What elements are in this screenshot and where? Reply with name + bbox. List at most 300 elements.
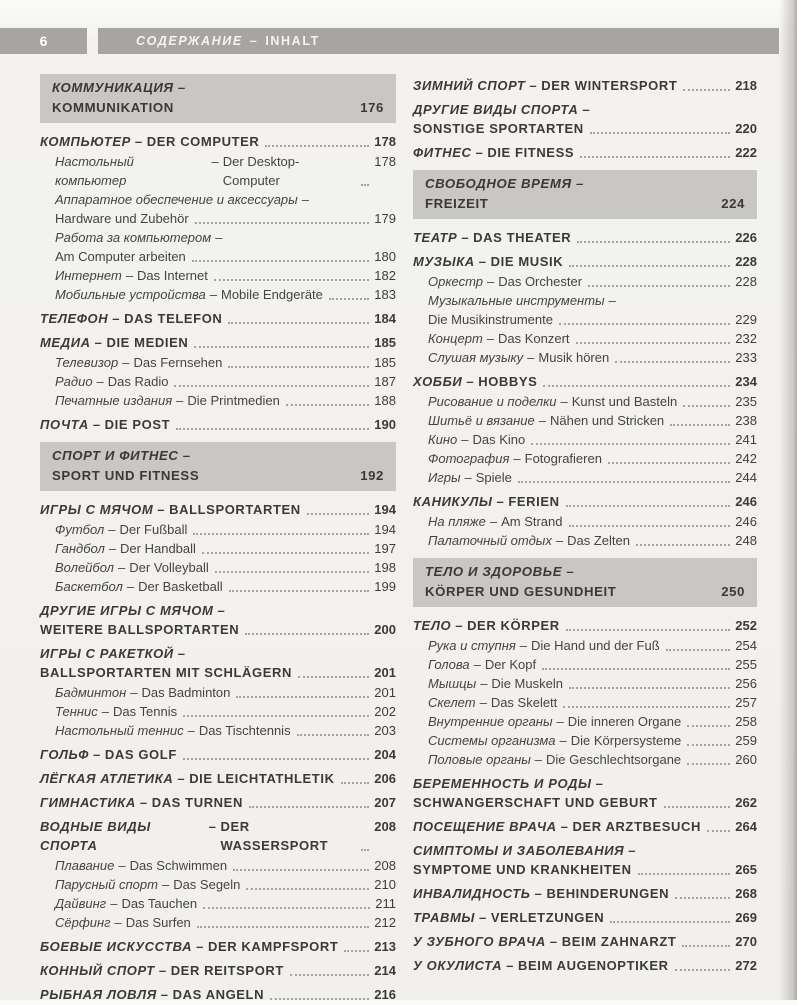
- dotted-leader: [543, 385, 730, 387]
- entry-page-number: 265: [735, 862, 757, 877]
- entry-page-number: 201: [374, 685, 396, 700]
- dash-separator: –: [118, 560, 126, 575]
- toc-entry-sub: [40, 285, 396, 304]
- dash-separator: –: [158, 963, 167, 978]
- toc-section-header: [413, 170, 757, 219]
- dotted-leader: [265, 145, 369, 147]
- page-edge-shadow: [779, 0, 797, 1000]
- toc-entry-chapter: [413, 76, 757, 95]
- entry-title-de: Das Orchester: [498, 274, 583, 289]
- entry-page-number: 244: [735, 470, 757, 485]
- toc-entry-sub: [40, 539, 396, 558]
- entry-title-ru: ПОСЕЩЕНИЕ ВРАЧА: [413, 819, 557, 834]
- toc-entry-chapter: [413, 908, 757, 927]
- toc-entry-sub: [413, 392, 757, 411]
- entry-page-number: 202: [374, 704, 396, 719]
- entry-title-ru: Игры: [428, 470, 461, 485]
- entry-title-de: Nähen und Stricken: [549, 413, 665, 428]
- entry-page-number: 222: [735, 145, 757, 160]
- entry-title-de: DAS TELEFON: [124, 311, 223, 326]
- entry-page-number: 206: [374, 771, 396, 786]
- section-title-de: KOMMUNIKATION: [52, 99, 174, 115]
- entry-title-ru: Интернет: [55, 268, 122, 283]
- entry-title-ru: СИМПТОМЫ И ЗАБОЛЕВАНИЯ: [413, 843, 625, 858]
- entry-page-number: 233: [735, 350, 757, 365]
- entry-page-number: 198: [374, 560, 396, 575]
- entry-title-ru: ТЕЛЕФОН: [40, 311, 109, 326]
- section-page-number: 250: [721, 583, 745, 599]
- dotted-leader: [569, 265, 730, 267]
- entry-page-number: 242: [735, 451, 757, 466]
- dash-separator: –: [215, 230, 223, 245]
- entry-title-de: DER KAMPFSPORT: [207, 939, 339, 954]
- dash-separator: –: [209, 287, 217, 302]
- toc-entry-chapter: [413, 884, 757, 903]
- dotted-leader: [615, 361, 730, 363]
- dash-separator: –: [538, 413, 546, 428]
- entry-title-de: Das Zelten: [567, 533, 630, 548]
- toc-entry-chapter: [413, 372, 757, 391]
- dotted-leader: [329, 298, 369, 300]
- dash-separator: –: [187, 723, 195, 738]
- entry-title-de: Hardware und Zubehör: [55, 211, 189, 226]
- entry-title-ru: КОМПЬЮТЕР: [40, 134, 131, 149]
- dotted-leader: [229, 590, 370, 592]
- entry-page-number: 190: [374, 417, 396, 432]
- dotted-leader: [608, 462, 730, 464]
- entry-title-de: SCHWANGERSCHAFT UND GEBURT: [413, 795, 658, 810]
- entry-title-de: DAS THEATER: [473, 230, 572, 245]
- dotted-leader: [542, 668, 730, 670]
- entry-page-number: 214: [374, 963, 396, 978]
- entry-page-number: 228: [735, 274, 757, 289]
- entry-title-de: VERLETZUNGEN: [490, 910, 605, 925]
- entry-page-number: 270: [735, 934, 757, 949]
- entry-title-de: Das Tischtennis: [198, 723, 291, 738]
- entry-title-de: Das Skelett: [490, 695, 558, 710]
- entry-page-number: 185: [374, 355, 396, 370]
- dash-separator: –: [534, 752, 543, 767]
- dash-separator: –: [161, 877, 170, 892]
- entry-page-number: 182: [374, 268, 396, 283]
- entry-title-ru: Настольный теннис: [55, 723, 184, 738]
- toc-entry-chapter: [40, 132, 396, 151]
- entry-title-de: Das Internet: [137, 268, 208, 283]
- dash-separator: –: [479, 695, 487, 710]
- entry-title-ru: Парусный спорт: [55, 877, 158, 892]
- dotted-leader: [183, 715, 369, 717]
- toc-entry-sub: [40, 152, 396, 190]
- dash-separator: –: [93, 747, 101, 762]
- dash-separator: –: [556, 714, 564, 729]
- dash-separator: –: [114, 915, 122, 930]
- entry-title-de: Das Konzert: [498, 331, 570, 346]
- entry-title-ru: Футбол: [55, 522, 105, 537]
- entry-title-ru: Рисование и поделки: [428, 394, 557, 409]
- toc-entry-chapter: [413, 252, 757, 271]
- toc-column-left: [40, 66, 396, 1005]
- entry-title-ru: Слушая музыку: [428, 350, 524, 365]
- dash-separator: –: [130, 685, 138, 700]
- dash-separator: –: [94, 335, 103, 350]
- entry-title-ru: ТРАВМЫ: [413, 910, 475, 925]
- entry-title-de: Der Fußball: [119, 522, 188, 537]
- entry-page-number: 179: [374, 211, 396, 226]
- entry-title-de: Das Schwimmen: [129, 858, 228, 873]
- entry-title-de: SYMPTOME UND KRANKHEITEN: [413, 862, 632, 877]
- entry-page-number: 259: [735, 733, 757, 748]
- toc-column-right: [413, 66, 757, 1005]
- entry-title-ru: Гандбол: [55, 541, 105, 556]
- entry-title-de: Der Desktop-Computer: [222, 154, 300, 188]
- entry-title-ru: ТЕАТР: [413, 230, 458, 245]
- entry-title-de: Das Badminton: [141, 685, 231, 700]
- dotted-leader: [638, 873, 731, 875]
- dash-separator: –: [122, 355, 130, 370]
- entry-title-ru: КАНИКУЛЫ: [413, 494, 493, 509]
- entry-title-ru: Системы организма: [428, 733, 556, 748]
- dotted-leader: [559, 323, 730, 325]
- dotted-leader: [183, 758, 369, 760]
- toc-entry-sub: [40, 520, 396, 539]
- entry-title-ru: На пляже: [428, 514, 486, 529]
- entry-title-de: Die Körpersysteme: [570, 733, 682, 748]
- entry-title-de: Der Kopf: [484, 657, 537, 672]
- toc-entry-chapter: [413, 492, 757, 511]
- dash-separator: –: [480, 676, 488, 691]
- page-number: 6: [39, 33, 48, 49]
- toc-entry-chapter: [40, 333, 396, 352]
- dash-separator: –: [217, 603, 226, 618]
- entry-title-de: Musik hören: [538, 350, 610, 365]
- entry-page-number: 252: [735, 618, 757, 633]
- entry-title-ru: ИНВАЛИДНОСТЬ: [413, 886, 531, 901]
- entry-title-ru: Шитьё и вязание: [428, 413, 535, 428]
- entry-page-number: 232: [735, 331, 757, 346]
- entry-title-de: DER KÖRPER: [467, 618, 560, 633]
- entry-page-number: 262: [735, 795, 757, 810]
- entry-title-de: DIE MEDIEN: [106, 335, 189, 350]
- entry-title-ru: ДРУГИЕ ИГРЫ С МЯЧОМ: [40, 603, 214, 618]
- toc-entry-sub: [40, 228, 396, 266]
- dash-separator: –: [582, 102, 591, 117]
- toc-entry-chapter: [40, 793, 396, 812]
- dash-separator: –: [475, 145, 484, 160]
- entry-title-de: DAS GOLF: [104, 747, 177, 762]
- dotted-leader: [197, 926, 370, 928]
- dotted-leader: [228, 366, 369, 368]
- toc-entry-sub: [413, 750, 757, 769]
- dash-separator: –: [461, 432, 469, 447]
- dotted-leader: [563, 706, 730, 708]
- entry-title-ru: ТЕЛО: [413, 618, 452, 633]
- entry-page-number: 246: [735, 494, 757, 509]
- entry-title-ru: Баскетбол: [55, 579, 123, 594]
- dotted-leader: [214, 279, 369, 281]
- entry-title-de: DIE POST: [104, 417, 171, 432]
- dotted-leader: [675, 969, 731, 971]
- entry-title-ru: У ОКУЛИСТА: [413, 958, 503, 973]
- dotted-leader: [687, 763, 730, 765]
- toc-entry-sub: [40, 353, 396, 372]
- entry-title-de: DIE MUSIK: [490, 254, 564, 269]
- dash-separator: –: [506, 958, 515, 973]
- toc-entry-chapter: [40, 415, 396, 434]
- entry-page-number: 264: [735, 819, 757, 834]
- dash-separator: –: [560, 394, 568, 409]
- entry-page-number: 213: [374, 939, 396, 954]
- dotted-leader: [297, 734, 370, 736]
- entry-page-number: 211: [375, 896, 396, 911]
- dotted-leader: [286, 404, 369, 406]
- entry-page-number: 203: [374, 723, 396, 738]
- dotted-leader: [610, 921, 730, 923]
- toc-entry-chapter: [413, 956, 757, 975]
- entry-page-number: 255: [735, 657, 757, 672]
- dash-separator: –: [559, 733, 567, 748]
- dotted-leader: [590, 132, 731, 134]
- dash-separator: –: [110, 896, 118, 911]
- section-title-ru: ТЕЛО И ЗДОРОВЬЕ –: [425, 564, 575, 579]
- entry-page-number: 257: [735, 695, 757, 710]
- dash-separator: –: [134, 134, 143, 149]
- dash-separator: –: [208, 819, 217, 834]
- dotted-leader: [636, 544, 730, 546]
- entry-title-de: Die Geschlechtsorgane: [546, 752, 682, 767]
- entry-title-ru: Телевизор: [55, 355, 119, 370]
- section-title-ru: СПОРТ И ФИТНЕС –: [52, 448, 191, 463]
- entry-page-number: 256: [735, 676, 757, 691]
- dash-separator: –: [529, 78, 538, 93]
- entry-page-number: 228: [735, 254, 757, 269]
- toc-entry-sub: [40, 894, 396, 913]
- toc-entry-sub: [413, 531, 757, 550]
- entry-title-ru: ВОДНЫЕ ВИДЫ СПОРТА: [40, 819, 151, 853]
- dotted-leader: [215, 571, 370, 573]
- entry-title-de: DIE LEICHTATHLETIK: [189, 771, 335, 786]
- dash-separator: –: [196, 939, 204, 954]
- dotted-leader: [576, 342, 731, 344]
- toc-entry-sub: [413, 712, 757, 731]
- entry-page-number: 246: [735, 514, 757, 529]
- dash-separator: –: [496, 494, 505, 509]
- toc-entry-chapter: [413, 817, 757, 836]
- dash-separator: –: [112, 311, 121, 326]
- entry-title-de: HOBBYS: [478, 374, 538, 389]
- toc-entry-chapter: [40, 601, 396, 639]
- entry-page-number: 235: [735, 394, 757, 409]
- entry-title-de: DAS ANGELN: [172, 987, 265, 1002]
- entry-title-de: DIE FITNESS: [487, 145, 575, 160]
- entry-page-number: 208: [374, 858, 396, 873]
- dotted-leader: [588, 285, 730, 287]
- dash-separator: –: [560, 819, 569, 834]
- entry-title-de: DER REITSPORT: [170, 963, 284, 978]
- dotted-leader: [233, 869, 369, 871]
- toc-entry-sub: [413, 468, 757, 487]
- entry-title-ru: ИГРЫ С РАКЕТКОЙ: [40, 646, 174, 661]
- entry-title-ru: ДРУГИЕ ВИДЫ СПОРТА: [413, 102, 579, 117]
- entry-page-number: 197: [374, 541, 396, 556]
- entry-title-ru: Фотография: [428, 451, 510, 466]
- entry-title-ru: РЫБНАЯ ЛОВЛЯ: [40, 987, 157, 1002]
- entry-title-ru: Музыкальные инструменты: [428, 293, 605, 308]
- dotted-leader: [202, 552, 369, 554]
- dash-separator: –: [160, 987, 169, 1002]
- entry-page-number: 254: [735, 638, 757, 653]
- entry-title-de: Das Tennis: [113, 704, 178, 719]
- toc-entry-chapter: [413, 100, 757, 138]
- entry-title-de: BALLSPORTARTEN MIT SCHLÄGERN: [40, 665, 292, 680]
- dash-separator: –: [125, 268, 134, 283]
- dotted-leader: [687, 725, 730, 727]
- dash-separator: –: [108, 522, 116, 537]
- entry-title-de: Das Segeln: [173, 877, 241, 892]
- toc-entry-sub: [413, 411, 757, 430]
- dash-separator: –: [608, 293, 616, 308]
- toc-entry-chapter: [40, 644, 396, 682]
- dash-separator: –: [126, 579, 135, 594]
- entry-page-number: 184: [374, 311, 396, 326]
- toc-entry-sub: [40, 266, 396, 285]
- entry-page-number: 200: [374, 622, 396, 637]
- section-title-de: KÖRPER UND GESUNDHEIT: [425, 583, 617, 599]
- entry-title-de: SONSTIGE SPORTARTEN: [413, 121, 584, 136]
- toc-entry-chapter: [40, 500, 396, 519]
- toc-entry-sub: [40, 683, 396, 702]
- toc-entry-sub: [40, 577, 396, 596]
- dash-separator: –: [534, 886, 543, 901]
- dash-separator: –: [464, 470, 472, 485]
- entry-title-de: Die Musikinstrumente: [428, 312, 553, 327]
- toc-entry-sub: [40, 190, 396, 228]
- entry-title-de: DER COMPUTER: [146, 134, 260, 149]
- dash-separator: –: [461, 230, 470, 245]
- entry-title-de: BEIM ZAHNARZT: [561, 934, 677, 949]
- entry-page-number: 201: [374, 665, 396, 680]
- dotted-leader: [361, 184, 369, 186]
- toc-entry-sub: [413, 674, 757, 693]
- entry-title-ru: Теннис: [55, 704, 98, 719]
- toc-entry-sub: [413, 291, 757, 329]
- dotted-leader: [682, 945, 730, 947]
- dotted-leader: [666, 649, 731, 651]
- toc-entry-sub: [413, 655, 757, 674]
- dash-separator: –: [555, 533, 564, 548]
- entry-title-ru: Работа за компьютером: [55, 230, 212, 245]
- entry-title-de: WEITERE BALLSPORTARTEN: [40, 622, 240, 637]
- entry-title-ru: ПОЧТА: [40, 417, 89, 432]
- toc-entry-chapter: [40, 937, 396, 956]
- entry-title-ru: Мобильные устройства: [55, 287, 206, 302]
- dotted-leader: [683, 405, 730, 407]
- entry-page-number: 234: [735, 374, 757, 389]
- entry-page-number: 226: [735, 230, 757, 245]
- entry-title-de: Die Hand und der Fuß: [531, 638, 660, 653]
- toc-entry-chapter: [40, 309, 396, 328]
- header-title-ru: СОДЕРЖАНИЕ: [136, 34, 243, 48]
- entry-title-ru: Концерт: [428, 331, 483, 346]
- entry-page-number: 212: [374, 915, 396, 930]
- dash-separator: –: [92, 417, 101, 432]
- dash-separator: –: [108, 541, 117, 556]
- section-title-ru: КОММУНИКАЦИЯ –: [52, 80, 186, 95]
- dotted-leader: [236, 696, 369, 698]
- entry-title-de: DER WINTERSPORT: [541, 78, 678, 93]
- entry-page-number: 258: [735, 714, 757, 729]
- dash-separator: –: [211, 154, 219, 169]
- dash-separator: –: [486, 331, 495, 346]
- dotted-leader: [203, 907, 370, 909]
- entry-title-ru: Плавание: [55, 858, 115, 873]
- dotted-leader: [193, 533, 369, 535]
- toc-entry-sub: [413, 329, 757, 348]
- entry-title-de: Das Tauchen: [121, 896, 198, 911]
- entry-page-number: 207: [374, 795, 396, 810]
- entry-page-number: 210: [374, 877, 396, 892]
- entry-title-de: Die Muskeln: [491, 676, 563, 691]
- entry-title-ru: Настольный компьютер: [55, 154, 134, 188]
- dotted-leader: [566, 505, 731, 507]
- entry-page-number: 268: [735, 886, 757, 901]
- dotted-leader: [664, 806, 731, 808]
- entry-page-number: 194: [374, 522, 396, 537]
- dash-separator: –: [527, 350, 535, 365]
- section-title-de: FREIZEIT: [425, 195, 489, 211]
- entry-title-de: FERIEN: [508, 494, 560, 509]
- entry-page-number: 187: [374, 374, 396, 389]
- entry-title-ru: Бадминтон: [55, 685, 127, 700]
- entry-page-number: 194: [374, 502, 396, 517]
- entry-page-number: 269: [735, 910, 757, 925]
- toc-entry-chapter: [40, 769, 396, 788]
- dotted-leader: [707, 830, 730, 832]
- entry-title-de: DER WASSERSPORT: [220, 819, 329, 853]
- dash-separator: –: [301, 192, 309, 207]
- dotted-leader: [174, 385, 369, 387]
- entry-title-ru: ЗИМНИЙ СПОРТ: [413, 78, 526, 93]
- dotted-leader: [687, 744, 730, 746]
- dash-separator: –: [486, 274, 495, 289]
- dotted-leader: [577, 241, 730, 243]
- dash-separator: –: [118, 858, 126, 873]
- entry-title-de: Das Fernsehen: [133, 355, 223, 370]
- dotted-leader: [683, 89, 730, 91]
- dash-separator: –: [628, 843, 637, 858]
- entry-title-de: Fotografieren: [524, 451, 602, 466]
- entry-title-de: BEIM AUGENOPTIKER: [518, 958, 669, 973]
- toc-entry-chapter: [413, 841, 757, 879]
- page-number-box: [0, 28, 87, 54]
- section-title-de: SPORT UND FITNESS: [52, 467, 200, 483]
- toc-entry-chapter: [40, 961, 396, 980]
- entry-title-de: Das Radio: [107, 374, 169, 389]
- entry-page-number: 183: [374, 287, 396, 302]
- entry-title-ru: ФИТНЕС: [413, 145, 472, 160]
- toc-entry-sub: [413, 636, 757, 655]
- dotted-leader: [569, 687, 730, 689]
- toc-entry-chapter: [40, 817, 396, 855]
- toc-entry-sub: [413, 348, 757, 367]
- toc-entry-chapter: [40, 985, 396, 1004]
- entry-title-ru: ЛЁГКАЯ АТЛЕТИКА: [40, 771, 174, 786]
- entry-title-de: Der Basketball: [138, 579, 223, 594]
- entry-title-ru: Скелет: [428, 695, 476, 710]
- dotted-leader: [531, 443, 730, 445]
- toc-entry-chapter: [413, 932, 757, 951]
- dotted-leader: [176, 428, 369, 430]
- toc-entry-sub: [40, 702, 396, 721]
